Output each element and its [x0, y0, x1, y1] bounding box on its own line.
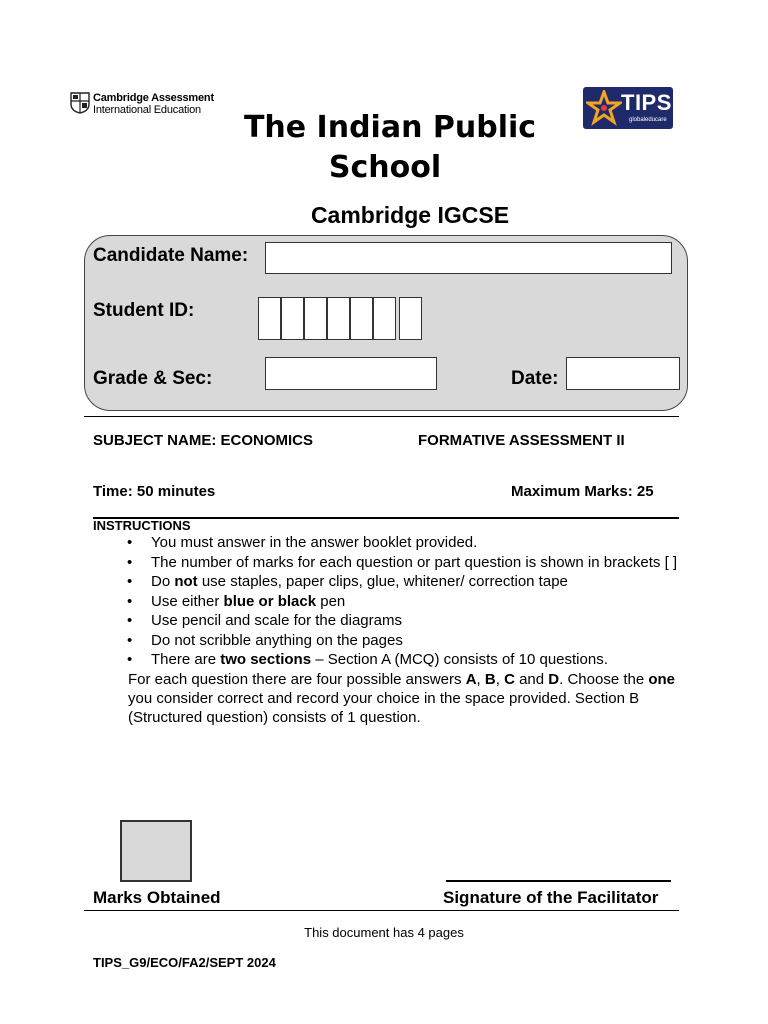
- cambridge-logo-line1: Cambridge Assessment: [93, 92, 214, 104]
- student-id-cell[interactable]: [281, 297, 304, 340]
- divider: [84, 910, 679, 911]
- instruction-text: Do not scribble anything on the pages: [151, 631, 403, 649]
- programme-title: Cambridge IGCSE: [310, 202, 510, 228]
- student-id-field[interactable]: [258, 297, 423, 340]
- student-id-cell[interactable]: [399, 297, 422, 340]
- marks-obtained-box[interactable]: [120, 820, 192, 882]
- instruction-emphasis: two sections: [220, 651, 312, 668]
- para-text: ,: [476, 670, 485, 688]
- instruction-text: There are: [151, 651, 221, 668]
- instruction-item: [93, 553, 683, 573]
- instruction-item: [93, 533, 683, 553]
- exam-time: Time: 50 minutes: [93, 483, 216, 500]
- instruction-item: [93, 572, 683, 592]
- grade-sec-label: Grade & Sec:: [93, 368, 213, 389]
- student-id-cell[interactable]: [258, 297, 281, 340]
- instruction-item: [93, 631, 683, 651]
- instructions-list: [93, 533, 683, 670]
- bullet: •: [127, 573, 133, 590]
- bullet: •: [127, 612, 133, 629]
- student-id-cell[interactable]: [373, 297, 396, 340]
- instruction-item: [93, 592, 683, 612]
- signature-label: Signature of the Facilitator: [443, 888, 659, 907]
- instruction-text: Do: [151, 573, 175, 590]
- bullet: •: [127, 651, 133, 668]
- instructions-paragraph: [93, 670, 683, 728]
- date-label: Date:: [511, 368, 559, 389]
- para-text: and: [514, 670, 549, 688]
- maximum-marks: Maximum Marks: 25: [511, 483, 654, 500]
- para-emphasis: one: [648, 670, 676, 688]
- instruction-text: pen: [316, 592, 346, 610]
- tips-logo-text: TIPS: [621, 90, 672, 115]
- instructions-heading: INSTRUCTIONS: [93, 518, 191, 533]
- instruction-item: [93, 611, 683, 631]
- school-name-line1: The Indian Public: [243, 110, 537, 145]
- bullet: •: [127, 592, 133, 610]
- divider: [84, 416, 679, 417]
- signature-line: [446, 880, 671, 882]
- instruction-emphasis: not: [174, 573, 198, 590]
- option-b: B: [484, 670, 496, 688]
- option-a: A: [465, 670, 477, 688]
- marks-obtained-label: Marks Obtained: [93, 888, 221, 907]
- student-id-label: Student ID:: [93, 300, 195, 321]
- pages-note: This document has 4 pages: [304, 925, 464, 940]
- cambridge-logo-line2: International Education: [93, 104, 201, 116]
- instruction-text: – Section A (MCQ) consists of 10 questions.: [311, 651, 608, 668]
- bullet: •: [127, 553, 133, 571]
- candidate-name-label: Candidate Name:: [93, 245, 249, 266]
- cambridge-crest-icon: [70, 92, 90, 114]
- instruction-emphasis: blue or black: [223, 592, 317, 610]
- student-id-cell[interactable]: [350, 297, 373, 340]
- para-text: . Choose the: [559, 670, 649, 688]
- instruction-item: [93, 650, 683, 670]
- para-text: ,: [495, 670, 505, 688]
- instructions: [93, 518, 683, 727]
- grade-sec-field[interactable]: [265, 357, 437, 390]
- instruction-text: Use either: [151, 592, 224, 610]
- para-text: For each question there are four possible answers: [128, 670, 466, 688]
- document-code: TIPS_G9/ECO/FA2/SEPT 2024: [93, 955, 276, 970]
- instruction-text: Use pencil and scale for the diagrams: [151, 612, 402, 629]
- candidate-name-field[interactable]: [265, 242, 672, 274]
- tips-logo-subtext: globaleducare: [629, 117, 667, 123]
- school-name-line2: School: [328, 150, 442, 185]
- subject-name: SUBJECT NAME: ECONOMICS: [93, 432, 314, 449]
- date-field[interactable]: [566, 357, 680, 390]
- school-name: [180, 108, 640, 188]
- student-id-cell[interactable]: [304, 297, 327, 340]
- assessment-name: FORMATIVE ASSESSMENT II: [418, 432, 625, 449]
- instruction-text: The number of marks for each question or part question is shown in brackets [ ]: [151, 553, 678, 571]
- bullet: •: [127, 631, 133, 649]
- option-d: D: [548, 670, 560, 688]
- bullet: •: [127, 534, 133, 551]
- option-c: C: [504, 670, 515, 688]
- instruction-text: You must answer in the answer booklet provided.: [151, 534, 478, 551]
- student-id-cell[interactable]: [327, 297, 350, 340]
- para-text: you consider correct and record your choice in the space provided. Section B (Structured question) consists of 1 question.: [128, 689, 640, 727]
- instruction-text: use staples, paper clips, glue, whitener/ correction tape: [197, 573, 568, 590]
